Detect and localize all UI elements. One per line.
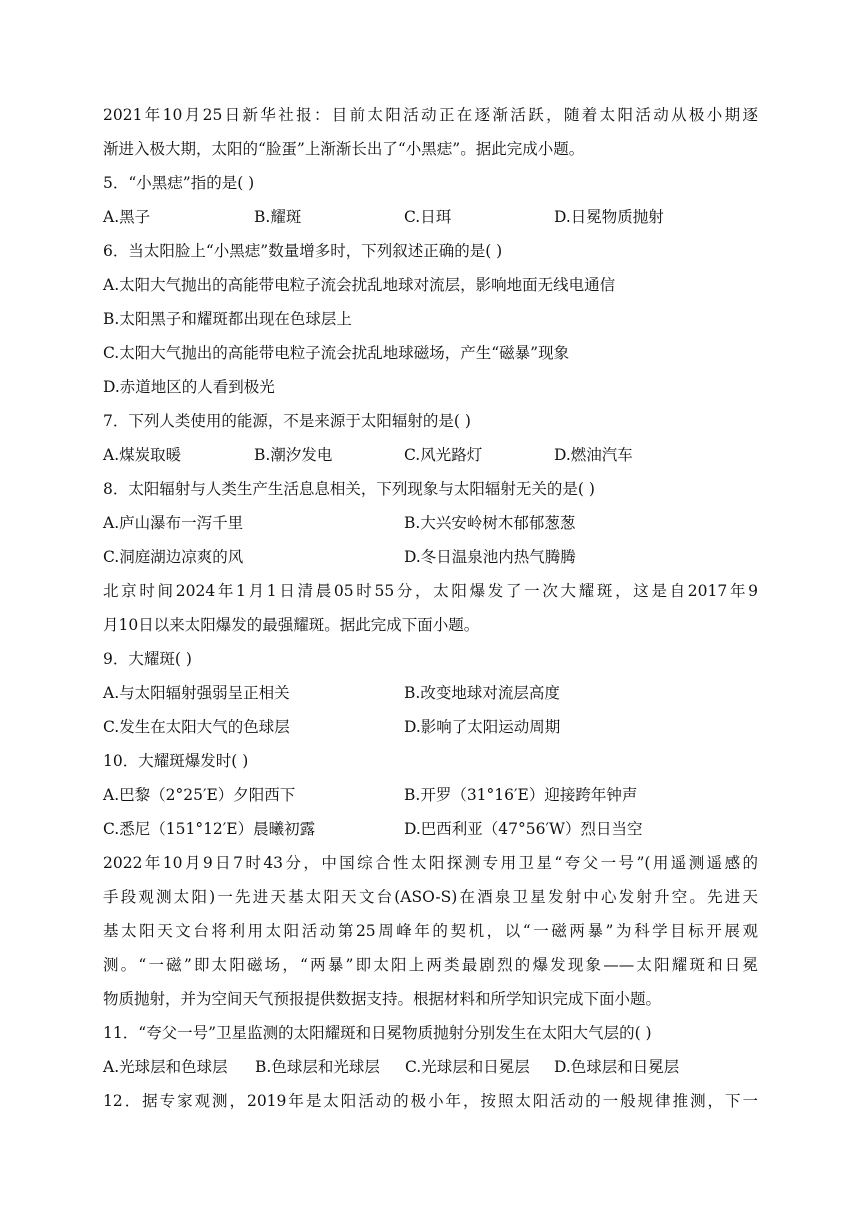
option-c: C.风光路灯 (404, 446, 483, 464)
option-a: A.光球层和色球层 (103, 1058, 228, 1076)
question-11-stem: 11．“夸父一号”卫星监测的太阳耀斑和日冕物质抛射分别发生在太阳大气层的( ) (103, 1024, 652, 1042)
option-c: C.日珥 (404, 208, 452, 226)
question-6-option-c: C.太阳大气抛出的高能带电粒子流会扰乱地球磁场，产生“磁暴”现象 (103, 344, 570, 362)
option-b: B.改变地球对流层高度 (404, 684, 560, 702)
option-d: D.燃油汽车 (554, 446, 633, 464)
option-c: C.发生在太阳大气的色球层 (103, 718, 290, 736)
option-a: A.煤炭取暖 (103, 446, 182, 464)
option-a: A.庐山瀑布一泻千里 (103, 514, 244, 532)
question-9-stem: 9．大耀斑( ) (103, 650, 192, 668)
option-b: B.耀斑 (254, 208, 302, 226)
option-b: B.开罗（31°16′E）迎接跨年钟声 (404, 786, 638, 804)
option-c: C.洞庭湖边凉爽的风 (103, 548, 244, 566)
passage-2-line-1: 北京时间2024年1月1日清晨05时55分，太阳爆发了一次大耀斑，这是自2017年9 (103, 582, 758, 600)
passage-3-line-3: 基太阳天文台将利用太阳活动第25周峰年的契机，以“一磁两暴”为科学目标开展观 (103, 922, 758, 940)
option-d: D.影响了太阳运动周期 (404, 718, 561, 736)
question-7-stem: 7．下列人类使用的能源，不是来源于太阳辐射的是( ) (103, 412, 471, 430)
passage-2-line-2: 月10日以来太阳爆发的最强耀斑。据此完成下面小题。 (103, 616, 480, 634)
question-8-stem: 8．太阳辐射与人类生产生活息息相关，下列现象与太阳辐射无关的是( ) (103, 480, 595, 498)
option-d: D.冬日温泉池内热气腾腾 (404, 548, 576, 566)
option-d: D.色球层和日冕层 (554, 1058, 680, 1076)
option-a: A.黑子 (103, 208, 151, 226)
option-d: D.巴西利亚（47°56′W）烈日当空 (404, 820, 643, 838)
option-c: C.光球层和日冕层 (405, 1058, 530, 1076)
option-b: B.潮汐发电 (254, 446, 333, 464)
option-a: A.巴黎（2°25′E）夕阳西下 (103, 786, 296, 804)
question-6-stem: 6．当太阳脸上“小黑痣”数量增多时，下列叙述正确的是( ) (103, 242, 503, 260)
question-6-option-b: B.太阳黑子和耀斑都出现在色球层上 (103, 310, 352, 328)
option-d: D.日冕物质抛射 (554, 208, 664, 226)
question-5-stem: 5．“小黑痣”指的是( ) (103, 174, 255, 192)
question-6-option-a: A.太阳大气抛出的高能带电粒子流会扰乱地球对流层，影响地面无线电通信 (103, 276, 616, 294)
option-a: A.与太阳辐射强弱呈正相关 (103, 684, 290, 702)
passage-3-line-5: 物质抛射，并为空间天气预报提供数据支持。根据材料和所学知识完成下面小题。 (103, 990, 662, 1008)
question-12-stem: 12．据专家观测，2019年是太阳活动的极小年，按照太阳活动的一般规律推测，下一 (103, 1092, 758, 1110)
passage-1-line-1: 2021年10月25日新华社报：目前太阳活动正在逐渐活跃，随着太阳活动从极小期逐 (103, 106, 758, 124)
passage-3-line-2: 手段观测太阳)一先进天基太阳天文台(ASO-S)在酒泉卫星发射中心发射升空。先进天 (103, 888, 758, 906)
question-6-option-d: D.赤道地区的人看到极光 (103, 378, 275, 396)
option-b: B.色球层和光球层 (255, 1058, 380, 1076)
passage-3-line-4: 测。“一磁”即太阳磁场，“两暴”即太阳上两类最剧烈的爆发现象——太阳耀斑和日冕 (103, 956, 758, 974)
option-b: B.大兴安岭树木郁郁葱葱 (404, 514, 576, 532)
option-c: C.悉尼（151°12′E）晨曦初露 (103, 820, 316, 838)
question-10-stem: 10．大耀斑爆发时( ) (103, 752, 249, 770)
passage-3-line-1: 2022年10月9日7时43分，中国综合性太阳探测专用卫星“夸父一号”(用遥测遥感的 (103, 854, 758, 872)
passage-1-line-2: 渐进入极大期，太阳的“脸蛋”上渐渐长出了“小黑痣”。据此完成小题。 (103, 140, 585, 158)
